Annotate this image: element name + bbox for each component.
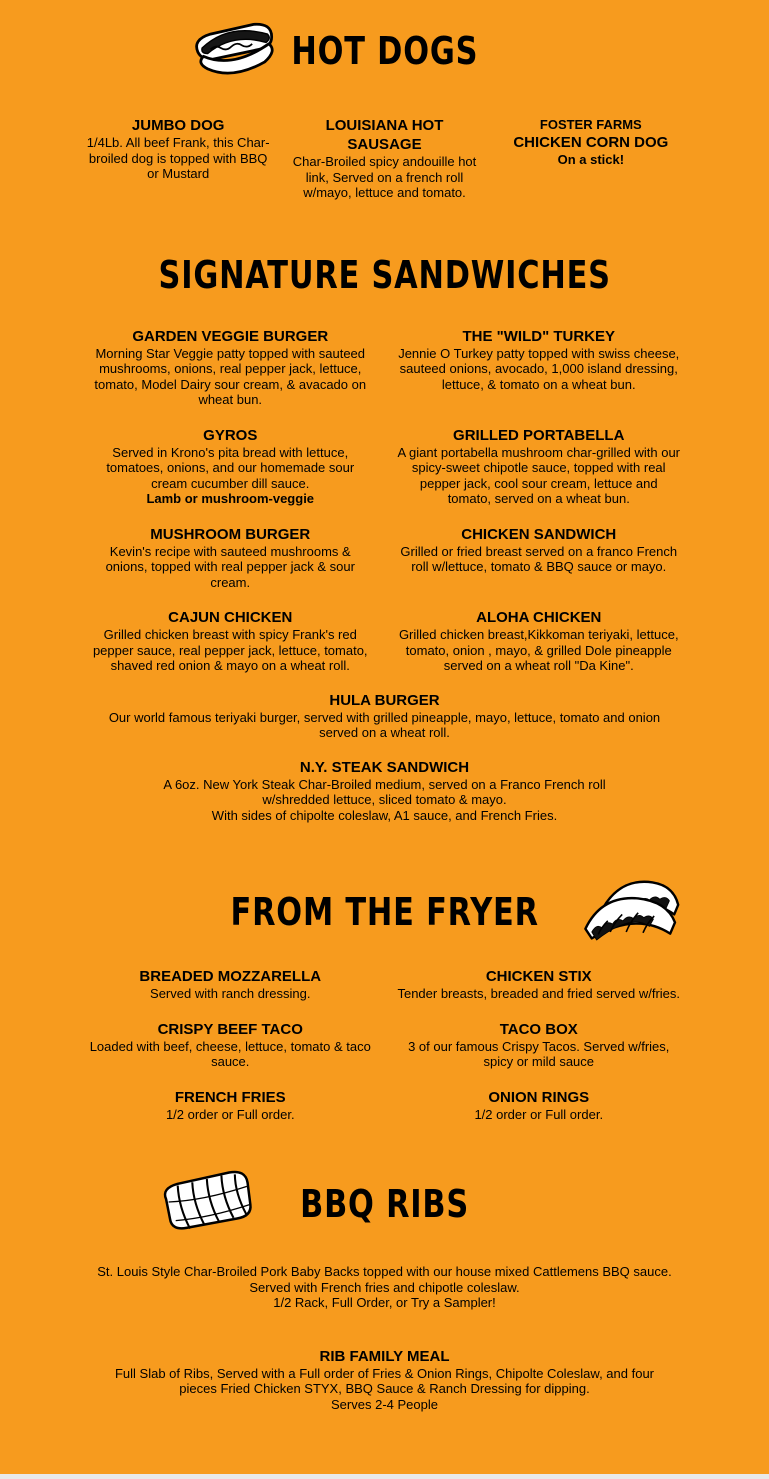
item-desc: Kevin's recipe with sauteed mushrooms & onions, topped with real pepper jack & sour cream. (105, 543, 355, 590)
menu-item-aloha-chicken (397, 608, 682, 674)
hot-dogs-header (0, 8, 769, 94)
item-desc: Grilled chicken breast with spicy Frank's red pepper sauce, real pepper jack, lettuce, tomato, shaved red onion & mayo on a wheat roll. (92, 627, 368, 673)
item-note: With sides of chipolte coleslaw, A1 sauce, and French Fries. (211, 807, 558, 823)
item-desc: Grilled chicken breast,Kikkoman teriyaki, lettuce, tomato, onion , mayo, & grilled Dole pineapple served on a wheat roll "Da Kine". (398, 627, 679, 673)
item-desc: 1/2 order or Full order. (165, 1106, 295, 1122)
item-desc: Full Slab of Ribs, Served with a Full order of Fries & Onion Rings, Chipolte Coleslaw, and four pieces Fried Chicken STYX, BBQ Sauce & Ranch Dressing for dipping. (114, 1365, 655, 1396)
section-title-hot-dogs: HOT DOGS (291, 29, 478, 73)
item-name: BREADED MOZZARELLA (139, 968, 322, 985)
item-name: CHICKEN CORN DOG (513, 134, 669, 151)
menu-item-onion-rings (397, 1088, 682, 1123)
menu-item-ny-steak-sandwich (0, 758, 769, 824)
item-name: MUSHROOM BURGER (150, 525, 311, 543)
item-name: LOUISIANA HOT SAUSAGE (325, 117, 444, 153)
section-title-bbq-ribs: BBQ RIBS (300, 1182, 469, 1226)
item-name: THE "WILD" TURKEY (462, 327, 616, 345)
sandwiches-items (0, 327, 769, 674)
ribs-desc-line: 1/2 Rack, Full Order, or Try a Sampler! (273, 1295, 496, 1310)
item-name: CAJUN CHICKEN (168, 609, 293, 626)
ribs-desc-line: Served with French fries and chipotle coleslaw. (249, 1279, 520, 1295)
item-name: GARDEN VEGGIE BURGER (132, 327, 329, 345)
section-title-from-the-fryer: FROM THE FRYER (230, 890, 539, 934)
item-desc: Loaded with beef, cheese, lettuce, tomato & taco sauce. (89, 1038, 371, 1069)
menu-item-rib-family-meal (0, 1347, 769, 1413)
ribs-description (0, 1264, 769, 1311)
menu-item-breaded-mozzarella (88, 967, 373, 1002)
item-name: GRILLED PORTABELLA (453, 426, 625, 444)
hotdog-icon (186, 16, 278, 85)
fryer-items (0, 967, 769, 1122)
item-note: On a stick! (557, 152, 625, 167)
menu-item-wild-turkey (397, 327, 682, 393)
menu-item-crispy-beef-taco (88, 1020, 373, 1070)
item-desc: 3 of our famous Crispy Tacos. Served w/fries, spicy or mild sauce (408, 1038, 670, 1069)
menu-item-louisiana-hot-sausage (292, 116, 476, 201)
item-desc: 1/4Lb. All beef Frank, this Char-broiled dog is topped with BBQ or Mustard (86, 135, 270, 181)
page-bottom-edge (0, 1474, 769, 1479)
item-name: CHICKEN STIX (485, 968, 592, 985)
hot-dogs-items (0, 116, 769, 201)
item-desc: 1/2 order or Full order. (474, 1106, 604, 1122)
menu-item-chicken-corn-dog (499, 116, 683, 168)
menu-item-jumbo-dog (86, 116, 270, 182)
fryer-header (0, 871, 769, 953)
item-desc: Grilled or fried breast served on a franco French roll w/lettuce, tomato & BBQ sauce or mayo. (400, 543, 678, 574)
item-desc: A 6oz. New York Steak Char-Broiled medium, served on a Franco French roll w/shredded lettuce, sliced tomato & mayo. (163, 776, 606, 807)
ribs-header (0, 1156, 769, 1252)
item-desc: Morning Star Veggie patty topped with sauteed mushrooms, onions, real pepper jack, lettuce, tomato, Model Dairy sour cream, & avacado on wheat bun. (94, 345, 367, 407)
item-desc: A giant portabella mushroom char-grilled with our spicy-sweet chipotle sauce, topped with real pepper jack, cool sour cream, lettuce and tomato, served on a wheat bun. (397, 444, 681, 506)
ribs-icon (150, 1156, 266, 1251)
menu-item-garden-veggie-burger (88, 327, 373, 408)
item-desc: Served with ranch dressing. (150, 986, 311, 1001)
menu-item-chicken-sandwich (397, 525, 682, 575)
menu-item-taco-box (397, 1020, 682, 1070)
item-desc: Char-Broiled spicy andouille hot link, Served on a french roll w/mayo, lettuce and tomato. (292, 154, 477, 200)
item-name: N.Y. STEAK SANDWICH (299, 758, 470, 776)
menu-item-chicken-stix (397, 967, 682, 1002)
taco-icon (579, 871, 683, 950)
item-desc: Tender breasts, breaded and fried served w/fries. (397, 986, 681, 1001)
item-name: JUMBO DOG (131, 117, 225, 134)
item-desc: Served in Krono's pita bread with lettuce, tomatoes, onions, and our homemade sour cream cucumber dill sauce. (106, 444, 355, 491)
item-name: TACO BOX (499, 1020, 578, 1038)
item-name: GYROS (203, 426, 258, 444)
menu-item-hula-burger (0, 691, 769, 741)
item-note: Lamb or mushroom-veggie (146, 491, 315, 506)
item-name: ALOHA CHICKEN (476, 609, 602, 626)
item-name: HULA BURGER (329, 691, 440, 709)
item-name: FRENCH FRIES (174, 1088, 286, 1106)
item-name: CRISPY BEEF TACO (157, 1020, 303, 1038)
menu-item-mushroom-burger (88, 525, 373, 591)
item-name: CHICKEN SANDWICH (461, 525, 617, 543)
section-title-signature-sandwiches: SIGNATURE SANDWICHES (158, 252, 611, 297)
sandwiches-header (0, 253, 769, 297)
item-desc: Our world famous teriyaki burger, served with grilled pineapple, mayo, lettuce, tomato and onion served on a wheat roll. (108, 709, 661, 740)
item-kicker: FOSTER FARMS (539, 117, 642, 132)
menu-item-french-fries (88, 1088, 373, 1123)
menu-item-gyros (88, 426, 373, 507)
menu-item-grilled-portabella (397, 426, 682, 507)
item-name: ONION RINGS (488, 1088, 590, 1106)
item-note: Serves 2-4 People (331, 1396, 438, 1412)
menu-item-cajun-chicken (88, 608, 373, 674)
item-desc: Jennie O Turkey patty topped with swiss cheese, sauteed onions, avocado, 1,000 island dressing, lettuce, & tomato on a wheat bun. (398, 345, 680, 392)
ribs-desc-line: St. Louis Style Char-Broiled Pork Baby Backs topped with our house mixed Cattlemens BBQ sauce. (97, 1264, 672, 1279)
item-name: RIB FAMILY MEAL (319, 1347, 450, 1365)
